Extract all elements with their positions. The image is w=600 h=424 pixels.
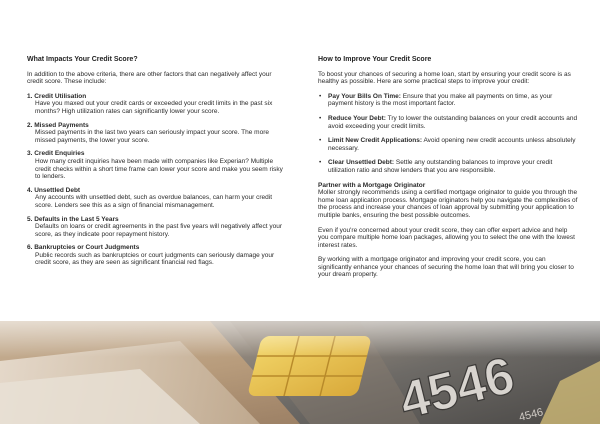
item-title: Unsettled Debt <box>34 186 81 194</box>
item-title: Defaults in the Last 5 Years <box>34 215 119 223</box>
item-number: 6. <box>27 244 33 252</box>
bullet-title: Reduce Your Debt: <box>328 114 386 122</box>
item-title: Credit Enquiries <box>34 150 85 158</box>
item-number: 4. <box>27 186 33 194</box>
bullet-icon: • <box>319 137 322 145</box>
bullet-body: Ensure that you make all payments on time, as your payment history is the most important factor. <box>328 92 553 108</box>
list-item <box>27 187 285 210</box>
bullet-item <box>318 93 578 108</box>
item-number: 5. <box>27 215 33 223</box>
item-body: Any accounts with unsettled debt, such as overdue balances, can harm your credit score. Lenders see this as a sign of financial mismanagement. <box>35 194 273 209</box>
item-title: Bankruptcies or Court Judgments <box>34 244 140 252</box>
left-column <box>27 56 285 273</box>
bullet-item <box>318 115 578 130</box>
item-body: Have you maxed out your credit cards or exceeded your credit limits in the past six months? High utilization rates can significantly lower your score. <box>35 100 273 115</box>
credit-card-photo <box>0 321 600 424</box>
right-intro: To boost your chances of securing a home loan, start by ensuring your credit score is as healthy as possible. Here are some practical steps to improve your credit: <box>318 70 571 86</box>
list-item <box>27 216 285 239</box>
partner-paragraph-2: Even if you're concerned about your credit score, they can offer expert advice and help you compare multiple home loan packages, allowing you to select the one with the lowest interest rates. <box>318 226 575 249</box>
bullet-item <box>318 159 578 174</box>
item-title: Missed Payments <box>34 121 89 129</box>
item-body: How many credit inquiries have been made with companies like Experian? Multiple credit checks within a short time frame can lower your score and make you seem risky to lenders. <box>35 157 283 181</box>
item-body: Public records such as bankruptcies or court judgments can seriously damage your credit score, as they are seen as significant financial red flags. <box>35 251 275 267</box>
bullet-body: Try to lower the outstanding balances on your credit accounts and avoid exceeding your credit limits. <box>328 114 578 130</box>
list-item <box>27 122 285 145</box>
bullet-item <box>318 137 578 152</box>
bullet-icon: • <box>319 159 322 167</box>
item-body: Missed payments in the last two years can seriously impact your score. The more missed payments, the lower your score. <box>35 129 269 144</box>
bullet-body: Avoid opening new credit accounts unless absolutely necessary. <box>328 137 576 152</box>
right-heading: How to Improve Your Credit Score <box>318 56 432 63</box>
item-number: 1. <box>27 92 33 100</box>
list-item <box>27 244 285 267</box>
credit-card-illustration <box>0 321 600 424</box>
bullet-icon: • <box>319 114 322 122</box>
list-item <box>27 93 285 116</box>
partner-paragraph-1: Moller strongly recommends using a certified mortgage originator to guide you through the home loan application process. Mortgage originators help you navigate the complexities of the process and increase your chances of loan approval by submitting your application to multiple banks, ensuring the best possible outcomes. <box>318 189 578 219</box>
bullet-icon: • <box>319 92 322 100</box>
left-heading: What Impacts Your Credit Score? <box>27 56 138 63</box>
item-title: Credit Utilisation <box>34 92 87 100</box>
partner-paragraph-3: By working with a mortgage originator and improving your credit score, you can significantly enhance your chances of securing the home loan that will bring you closer to your dream property. <box>318 256 574 279</box>
bullet-title: Pay Your Bills On Time: <box>328 92 401 100</box>
bullet-title: Limit New Credit Applications: <box>328 137 423 145</box>
item-number: 2. <box>27 121 33 129</box>
partner-heading: Partner with a Mortgage Originator <box>318 181 426 189</box>
item-number: 3. <box>27 150 33 158</box>
list-item <box>27 150 285 180</box>
bullet-body: Settle any outstanding balances to improve your credit utilization ratio and show lenders that you are responsible. <box>328 159 553 174</box>
item-body: Defaults on loans or credit agreements in the past five years will negatively affect your score, as they indicate poor repayment history. <box>35 223 283 238</box>
bullet-title: Clear Unsettled Debt: <box>328 159 395 167</box>
right-column <box>318 56 578 286</box>
left-intro: In addition to the above criteria, there are other factors that can negatively affect your credit score. These include: <box>27 70 272 86</box>
